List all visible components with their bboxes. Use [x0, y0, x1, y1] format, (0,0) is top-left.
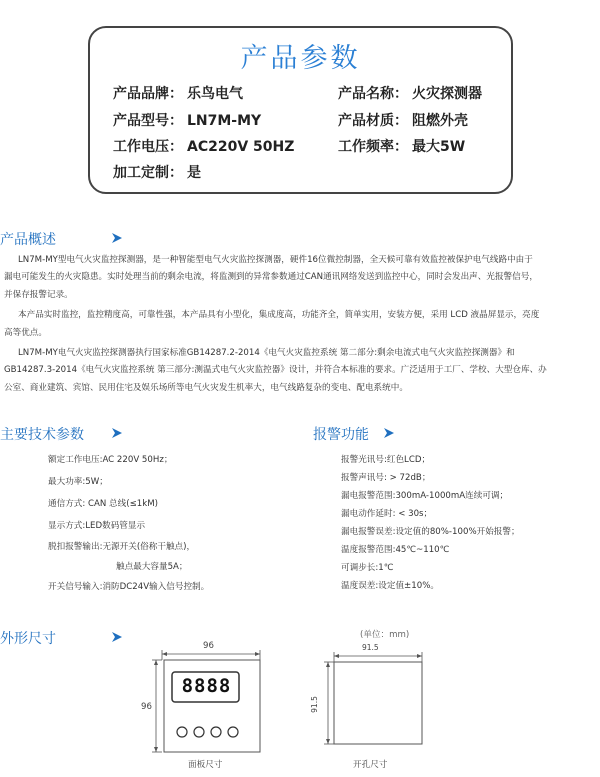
overview-title: 产品概述	[0, 232, 56, 248]
panel-height-label: 96	[141, 702, 152, 712]
overview-p1-line2: 漏电可能发生的火灾隐患。实时处理当前的剩余电流，将监测到的异常参数通过CAN通讯网络发送到监控中心，同时会发出声、光报警信号，	[4, 272, 538, 282]
material-value: 阻燃外壳	[412, 113, 468, 129]
panel-dimension-drawing	[140, 638, 270, 756]
alarm-item: 报警声讯号: > 72dB；	[341, 473, 431, 483]
alarm-item: 温度报警范围:45℃~110℃	[341, 545, 450, 555]
overview-p2-line1: 本产品实时监控，监控精度高，可靠性强，本产品具有小型化，集成度高，功能齐全，简单实用，安装方便，采用 LCD 液晶屏显示，亮度	[18, 310, 540, 320]
cutout-dimension-drawing	[318, 642, 432, 752]
overview-p3-line3: 公室、商业建筑、宾馆、民用住宅及娱乐场所等电气火灾发生机率大，电气线路复杂的变电、配电系统中。	[4, 383, 408, 393]
spec-item: 额定工作电压:AC 220V 50Hz；	[48, 455, 173, 465]
alarm-item: 报警光讯号:红色LCD；	[341, 455, 431, 465]
alarm-title: 报警功能	[313, 427, 369, 443]
params-title: 产品参数	[240, 43, 361, 74]
param-brand	[113, 83, 243, 103]
chevron-right-icon	[110, 426, 124, 440]
panel-width-label: 96	[203, 641, 214, 651]
overview-p3-line2: GB14287.3-2014《电气火灾监控系统 第三部分:测温式电气火灾监控器》设计，并符合本标准的要求。广泛适用于工厂、学校、大型仓库、办	[4, 365, 547, 375]
cutout-width-label: 91.5	[362, 643, 379, 652]
custom-label: 加工定制：	[113, 165, 183, 181]
cutout-caption: 开孔尺寸	[353, 760, 388, 770]
spec-item: 开关信号输入:消防DC24V输入信号控制。	[48, 582, 210, 592]
cutout-height-label: 91.5	[309, 696, 319, 713]
overview-p1-line3: 并保存报警记录。	[4, 290, 73, 300]
custom-value: 是	[187, 165, 201, 181]
name-value: 火灾探测器	[412, 86, 482, 102]
overview-p1-line1: LN7M-MY型电气火灾监控探测器，是一种智能型电气火灾监控探测器，硬件16位微控制器，全天候可靠有效监控被保护电气线路中由于	[18, 255, 533, 265]
model-label: 产品型号：	[113, 113, 183, 129]
param-custom	[113, 162, 201, 182]
voltage-label: 工作电压：	[113, 139, 183, 155]
alarm-item: 漏电报警误差:设定值的80%-100%开始报警；	[341, 527, 520, 537]
param-name	[338, 83, 482, 103]
panel-caption: 面板尺寸	[188, 760, 223, 770]
brand-value: 乐鸟电气	[187, 86, 243, 102]
param-frequency	[338, 136, 465, 156]
overview-p3-line1: LN7M-MY电气火灾监控探测器执行国家标准GB14287.2-2014《电气火灾监控系统 第二部分:剩余电流式电气火灾监控探测器》和	[18, 348, 515, 358]
specs-title: 主要技术参数	[0, 427, 84, 443]
alarm-item: 温度误差:设定值±10%。	[341, 581, 439, 591]
spec-item: 触点最大容量5A；	[116, 562, 188, 572]
alarm-item: 可调步长:1℃	[341, 563, 394, 573]
chevron-right-icon	[382, 426, 396, 440]
name-label: 产品名称：	[338, 86, 408, 102]
spec-item: 显示方式:LED数码管显示	[48, 521, 146, 531]
material-label: 产品材质：	[338, 113, 408, 129]
spec-item: 最大功率:5W；	[48, 477, 108, 487]
chevron-right-icon	[110, 630, 124, 644]
alarm-item: 漏电动作延时: < 30s；	[341, 509, 433, 519]
chevron-right-icon	[110, 231, 124, 245]
param-voltage	[113, 136, 294, 156]
voltage-value: AC220V 50HZ	[187, 139, 295, 155]
model-value: LN7M-MY	[187, 113, 262, 129]
brand-label: 产品品牌：	[113, 86, 183, 102]
alarm-item: 漏电报警范围:300mA-1000mA连续可调；	[341, 491, 509, 501]
spec-item: 通信方式: CAN 总线(≤1kM)	[48, 499, 158, 509]
overview-p2-line2: 高等优点。	[4, 328, 47, 338]
dimensions-title: 外形尺寸	[0, 631, 56, 647]
param-model	[113, 110, 261, 130]
freq-value: 最大5W	[412, 139, 466, 155]
param-material	[338, 110, 468, 130]
unit-note: (单位：mm)	[360, 630, 410, 640]
spec-item: 脱扣报警输出:无源开关(俗称干触点)，	[48, 542, 196, 552]
freq-label: 工作频率：	[338, 139, 408, 155]
led-display: 8888	[181, 675, 232, 697]
